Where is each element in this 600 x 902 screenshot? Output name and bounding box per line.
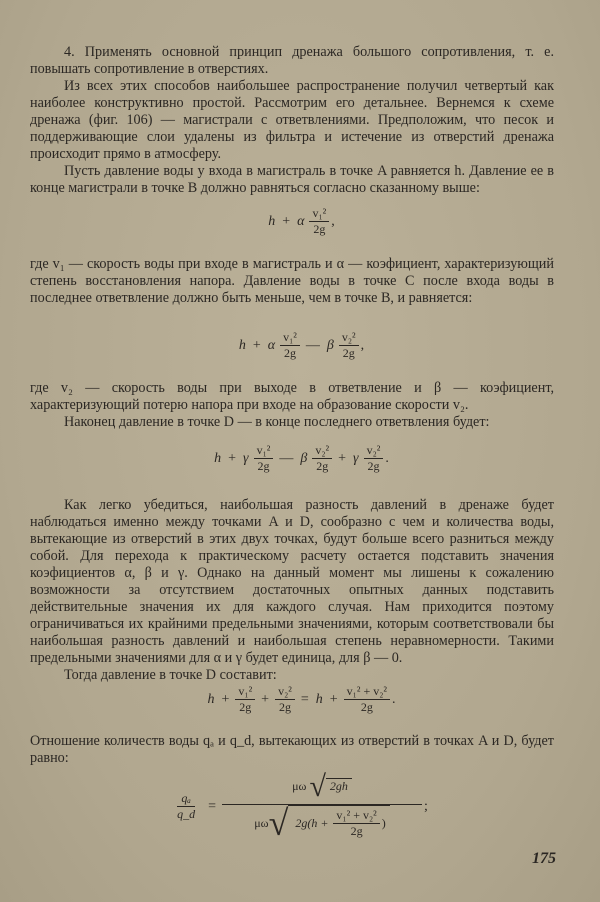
- text-block-5: [30, 733, 554, 767]
- formula-3: h + γ $\frac{\text{v₁²}}{2g}$ — β $\frac{\text{v₂²}}{2g}$ + γ $\frac{\text{v₂²}}{2g}$ .: [214, 443, 389, 473]
- paragraph-2: Из всех этих способов наибольшее распространение получил четвертый как наиболее конструктивно простой. Рассмотрим его детальнее. Вернемся к схеме дренажа (фиг. 106) — магистрали с ответвлениями. Предположим, что песок и поддерживающие слои удалены из фильтра и истечение из отверстий дренажа происходит прямо в атмосферу.: [30, 78, 554, 162]
- formula-1: h + α $\frac{\text{v₁²}}{2g}$ ,: [268, 206, 335, 236]
- formula-5: $\frac{\text{qₐ}}{q\_d}$ = μω √ 2gh μω √ 2g(h + $\frac{\text{v₁² + v₂²}}{2g}$ ) ;: [177, 770, 428, 843]
- paragraph-7: Как легко убедиться, наибольшая разность давлений в дренаже будет наблюдаться именно между точками A и D, сообразно с чем и количества воды, вытекающие из отверстий в этих двух точках, будут больше всего разниться между собой. Для перехода к практическому расчету остается подставить значения коэфициентов α, β и γ. Однако на данный момент мы лишены к сожалению возможности за отсутствием достаточных опытных данных подставить действительные значения их для каждого случая. Нам приходится поэтому ограничиваться их крайними предельными значениями, которым соответствовали бы наибольшая разность давлений и наибольшая степень неравномерности. Такими предельными значениями для α и γ будет единица, для β — 0.: [30, 497, 554, 666]
- paragraph-5: где v₂ — скорость воды при выходе в ответвление и β — коэфициент, характеризующий потерю напора при входе на образование скорости v₂.: [30, 380, 554, 413]
- paragraph-3: Пусть давление воды у входа в магистраль в точке A равняется h. Давление ее в конце магистрали в точке B должно равняться согласно сказанному выше:: [30, 163, 554, 196]
- paragraph-6: Наконец давление в точке D — в конце последнего ответвления будет:: [64, 414, 490, 430]
- paragraph-8: Тогда давление в точке D составит:: [64, 667, 277, 683]
- formula-4: h + $\frac{\text{v₁²}}{2g}$ + $\frac{\text{v₂²}}{2g}$ = h + $\frac{\text{v₁² + v₂²}}{2g}$ .: [207, 684, 396, 714]
- text-block-4: [30, 497, 554, 684]
- text-block-2: [30, 256, 554, 307]
- page-number: 175: [532, 850, 556, 867]
- paragraph-9: Отношение количеств воды qₐ и q_d, вытекающих из отверстий в точках A и D, будет равно:: [30, 733, 554, 766]
- formula-2: h + α $\frac{\text{v₁²}}{2g}$ — β $\frac{\text{v₂²}}{2g}$ ,: [238, 330, 365, 360]
- paragraph-1: 4. Применять основной принцип дренажа большого сопротивления, т. е. повышать сопротивление в отверстиях.: [30, 44, 554, 77]
- text-block-1: [30, 44, 554, 197]
- text-block-3: [30, 380, 554, 431]
- fraction: $\frac{\text{v₁²}}{2g}$: [309, 206, 329, 237]
- paragraph-4: где v₁ — скорость воды при входе в магистраль и α — коэфициент, характеризующий степень восстановления напора. Давление воды в точке C после входа воды в последнее ответвление должно быть меньше, чем в точке B, и равняется:: [30, 256, 554, 306]
